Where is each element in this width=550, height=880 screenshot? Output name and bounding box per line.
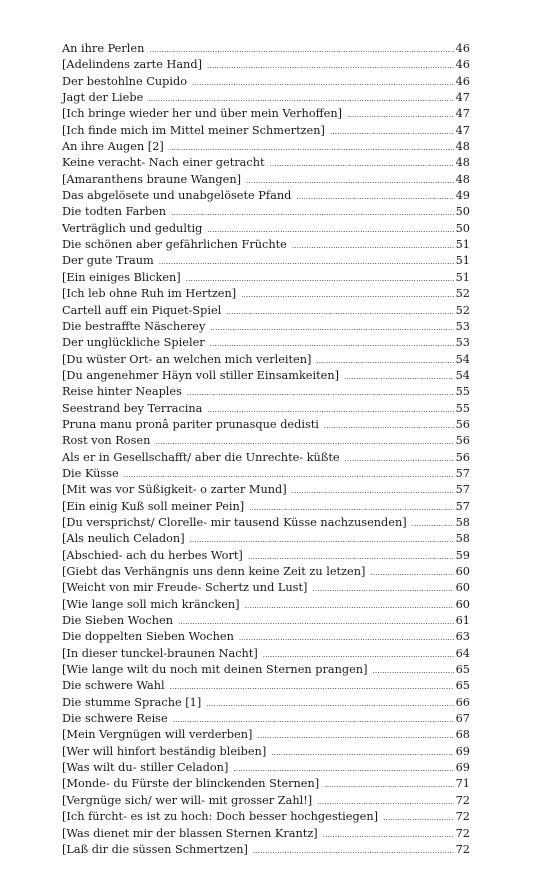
toc-entry-page-number: 63 <box>455 630 470 644</box>
toc-entry-title: Der unglückliche Spieler <box>62 336 205 350</box>
dot-leader <box>192 75 454 91</box>
toc-entry <box>62 204 470 220</box>
toc-entry-title: An ihre Augen [2] <box>62 140 164 154</box>
dot-leader <box>412 516 454 532</box>
toc-entry-title: Als er in Gesellschafft/ aber die Unrechte- küßte <box>62 450 340 464</box>
toc-entry <box>62 172 470 188</box>
toc-entry-title: Der bestohlne Cupido <box>62 74 188 88</box>
toc-entry <box>62 368 470 384</box>
toc-entry-page-number: 55 <box>455 401 470 415</box>
toc-entry-title: [Ein einiges Blicken] <box>62 270 181 284</box>
dot-leader <box>324 418 454 434</box>
dot-leader <box>241 287 453 303</box>
toc-entry-page-number: 48 <box>455 156 470 170</box>
dot-leader <box>245 598 454 614</box>
toc-entry <box>62 727 470 743</box>
toc-entry-page-number: 60 <box>455 597 470 611</box>
toc-entry <box>62 744 470 760</box>
dot-leader <box>169 140 454 156</box>
toc-entry-title: Die Sieben Wochen <box>62 614 173 628</box>
toc-entry-title: Reise hinter Neaples <box>62 385 182 399</box>
toc-entry-page-number: 59 <box>455 548 470 562</box>
toc-entry-page-number: 54 <box>455 368 470 382</box>
toc-entry-page-number: 72 <box>455 826 470 840</box>
toc-entry-page-number: 64 <box>455 646 470 660</box>
toc-entry <box>62 580 470 596</box>
dot-leader <box>347 107 454 123</box>
toc-entry-page-number: 48 <box>455 172 470 186</box>
toc-entry-page-number: 53 <box>455 319 470 333</box>
dot-leader <box>187 385 454 401</box>
dot-leader <box>271 745 453 761</box>
toc-entry-title: [Vergnüge sich/ wer will- mit grosser Zahl!] <box>62 793 313 807</box>
toc-entry-title: [Ich finde mich im Mittel meiner Schmertzen] <box>62 123 325 137</box>
toc-entry-page-number: 47 <box>455 91 470 105</box>
toc-entry-title: [Was dienet mir der blassen Sternen Krantz] <box>62 826 318 840</box>
toc-entry <box>62 106 470 122</box>
dot-leader <box>246 173 454 189</box>
toc-entry <box>62 433 470 449</box>
dot-leader <box>210 320 453 336</box>
toc-entry <box>62 842 470 858</box>
toc-entry-page-number: 51 <box>455 238 470 252</box>
toc-entry <box>62 515 470 531</box>
toc-entry-title: [Du versprichst/ Clorelle- mir tausend Küsse nachzusenden] <box>62 515 407 529</box>
toc-entry-title: [Monde- du Fürste der blinckenden Sternen] <box>62 777 320 791</box>
toc-entry-title: [Du wüster Ort- an welchen mich verleiten] <box>62 352 312 366</box>
toc-entry-page-number: 67 <box>455 712 470 726</box>
toc-entry-page-number: 52 <box>455 287 470 301</box>
toc-entry-page-number: 56 <box>455 417 470 431</box>
toc-entry-page-number: 52 <box>455 303 470 317</box>
toc-entry <box>62 760 470 776</box>
toc-entry <box>62 450 470 466</box>
dot-leader <box>253 843 454 859</box>
toc-entry-title: [Abschied- ach du herbes Wort] <box>62 548 243 562</box>
toc-entry-page-number: 57 <box>455 466 470 480</box>
toc-entry <box>62 286 470 302</box>
dot-leader <box>207 222 453 238</box>
toc-entry-page-number: 56 <box>455 434 470 448</box>
toc-entry <box>62 629 470 645</box>
dot-leader <box>370 565 453 581</box>
dot-leader <box>207 58 454 74</box>
toc-entry <box>62 401 470 417</box>
dot-leader <box>233 761 453 777</box>
toc-entry-page-number: 51 <box>455 254 470 268</box>
toc-entry <box>62 319 470 335</box>
toc-entry <box>62 776 470 792</box>
dot-leader <box>159 254 454 270</box>
toc-entry <box>62 237 470 253</box>
toc-entry <box>62 793 470 809</box>
toc-entry-title: Die bestraffte Näscherey <box>62 319 206 333</box>
toc-entry-page-number: 46 <box>455 74 470 88</box>
toc-entry-page-number: 58 <box>455 532 470 546</box>
dot-leader <box>292 483 454 499</box>
toc-entry-page-number: 72 <box>455 810 470 824</box>
toc-entry <box>62 826 470 842</box>
toc-entry-page-number: 68 <box>455 728 470 742</box>
table-of-contents <box>62 41 470 858</box>
toc-entry <box>62 123 470 139</box>
dot-leader <box>373 663 454 679</box>
toc-entry-page-number: 58 <box>455 515 470 529</box>
toc-entry <box>62 352 470 368</box>
toc-entry-page-number: 50 <box>455 205 470 219</box>
toc-entry-page-number: 71 <box>455 777 470 791</box>
dot-leader <box>190 532 454 548</box>
dot-leader <box>344 369 454 385</box>
dot-leader <box>263 647 454 663</box>
toc-entry-title: [Adelindens zarte Hand] <box>62 58 202 72</box>
toc-entry-title: [Ein einig Kuß soll meiner Pein] <box>62 499 245 513</box>
toc-entry-page-number: 69 <box>455 761 470 775</box>
toc-entry <box>62 499 470 515</box>
toc-entry-page-number: 60 <box>455 581 470 595</box>
toc-entry-page-number: 48 <box>455 140 470 154</box>
toc-entry <box>62 270 470 286</box>
toc-entry <box>62 613 470 629</box>
dot-leader <box>170 679 454 695</box>
toc-entry-page-number: 54 <box>455 352 470 366</box>
dot-leader <box>330 124 454 140</box>
toc-entry <box>62 57 470 73</box>
toc-entry-page-number: 55 <box>455 385 470 399</box>
toc-entry-title: [Wie lange soll mich kräncken] <box>62 597 240 611</box>
toc-entry-title: [Wie lange wilt du noch mit deinen Sternen prangen] <box>62 663 368 677</box>
toc-entry-page-number: 72 <box>455 793 470 807</box>
toc-entry-title: [Wer will hinfort beständig bleiben] <box>62 744 267 758</box>
toc-entry <box>62 548 470 564</box>
toc-entry-page-number: 49 <box>455 189 470 203</box>
dot-leader <box>239 630 454 646</box>
toc-entry-title: Die doppelten Sieben Wochen <box>62 630 234 644</box>
toc-entry-page-number: 72 <box>455 842 470 856</box>
toc-entry-page-number: 65 <box>455 663 470 677</box>
toc-entry-title: Die schönen aber gefährlichen Früchte <box>62 238 287 252</box>
toc-entry-title: Verträglich und gedultig <box>62 221 203 235</box>
toc-entry-title: Keine veracht- Nach einer getracht <box>62 156 265 170</box>
dot-leader <box>345 451 454 467</box>
dot-leader <box>210 336 454 352</box>
toc-entry-title: [Als neulich Celadon] <box>62 532 185 546</box>
toc-entry <box>62 597 470 613</box>
toc-entry-page-number: 57 <box>455 499 470 513</box>
toc-entry <box>62 139 470 155</box>
toc-entry <box>62 221 470 237</box>
dot-leader <box>206 696 453 712</box>
toc-entry-title: [Du angenehmer Häyn voll stiller Einsamkeiten] <box>62 368 340 382</box>
dot-leader <box>316 353 453 369</box>
toc-entry-title: Jagt der Liebe <box>62 91 144 105</box>
toc-entry-page-number: 65 <box>455 679 470 693</box>
toc-entry-title: [Laß dir die süssen Schmertzen] <box>62 842 248 856</box>
toc-entry-page-number: 47 <box>455 123 470 137</box>
toc-entry <box>62 90 470 106</box>
toc-entry <box>62 41 470 57</box>
toc-entry-title: [Giebt das Verhängnis uns denn keine Zeit zu letzen] <box>62 565 366 578</box>
toc-entry-title: Pruna manu pronâ pariter prunasque dedisti <box>62 417 319 431</box>
toc-entry-title: Das abgelösete und unabgelösete Pfand <box>62 189 292 203</box>
toc-entry-title: Die todten Farben <box>62 205 167 219</box>
toc-entry-page-number: 60 <box>455 565 470 578</box>
toc-entry-title: [Ich fürcht- es ist zu hoch: Doch besser hochgestiegen] <box>62 810 379 824</box>
toc-entry-title: Rost von Rosen <box>62 434 151 448</box>
dot-leader <box>270 156 454 172</box>
toc-entry-page-number: 46 <box>455 42 470 55</box>
dot-leader <box>149 42 453 58</box>
toc-entry <box>62 646 470 662</box>
toc-entry-title: Der gute Traum <box>62 254 154 268</box>
dot-leader <box>292 238 454 254</box>
toc-entry-title: [Ich bringe wieder her und über mein Verhoffen] <box>62 107 343 121</box>
toc-entry-title: Seestrand bey Terracina <box>62 401 203 415</box>
dot-leader <box>296 189 453 205</box>
toc-entry <box>62 188 470 204</box>
toc-entry-title: [Weicht von mir Freude- Schertz und Lust] <box>62 581 308 595</box>
toc-entry-title: An ihre Perlen <box>62 42 145 55</box>
toc-entry-title: [Was wilt du- stiller Celadon] <box>62 761 229 775</box>
toc-entry-title: [Mit was vor Süßigkeit- o zarter Mund] <box>62 483 287 497</box>
toc-entry <box>62 809 470 825</box>
toc-entry-title: Die Küsse <box>62 466 119 480</box>
toc-entry <box>62 74 470 90</box>
dot-leader <box>323 827 454 843</box>
dot-leader <box>248 549 454 565</box>
dot-leader <box>124 467 454 483</box>
toc-entry-page-number: 53 <box>455 336 470 350</box>
toc-entry <box>62 482 470 498</box>
toc-entry-title: Die schwere Reise <box>62 712 168 726</box>
toc-entry <box>62 695 470 711</box>
toc-entry <box>62 155 470 171</box>
dot-leader <box>383 810 454 826</box>
toc-entry <box>62 662 470 678</box>
dot-leader <box>312 581 453 597</box>
dot-leader <box>171 205 454 221</box>
toc-entry-title: Die schwere Wahl <box>62 679 165 693</box>
dot-leader <box>173 712 454 728</box>
toc-entry-page-number: 46 <box>455 58 470 72</box>
toc-entry <box>62 335 470 351</box>
dot-leader <box>249 500 453 516</box>
toc-entry-title: Die stumme Sprache [1] <box>62 695 202 709</box>
toc-entry <box>62 678 470 694</box>
toc-entry <box>62 466 470 482</box>
toc-entry-page-number: 69 <box>455 744 470 758</box>
toc-entry-page-number: 50 <box>455 221 470 235</box>
toc-entry <box>62 711 470 727</box>
toc-entry <box>62 253 470 269</box>
dot-leader <box>226 304 453 320</box>
dot-leader <box>186 271 454 287</box>
dot-leader <box>155 434 453 450</box>
toc-entry-title: [In dieser tunckel-braunen Nacht] <box>62 646 258 660</box>
dot-leader <box>178 614 454 630</box>
toc-entry-page-number: 57 <box>455 483 470 497</box>
toc-entry-page-number: 51 <box>455 270 470 284</box>
dot-leader <box>148 91 453 107</box>
toc-entry <box>62 531 470 547</box>
toc-entry-title: Cartell auff ein Piquet-Spiel <box>62 303 222 317</box>
toc-entry-title: [Mein Vergnügen will verderben] <box>62 728 253 742</box>
dot-leader <box>207 402 453 418</box>
toc-entry-page-number: 56 <box>455 450 470 464</box>
toc-entry-page-number: 47 <box>455 107 470 121</box>
dot-leader <box>317 794 453 810</box>
toc-entry <box>62 303 470 319</box>
toc-entry-title: [Amaranthens braune Wangen] <box>62 172 242 186</box>
toc-entry-title: [Ich leb ohne Ruh im Hertzen] <box>62 287 237 301</box>
toc-entry-page-number: 66 <box>455 695 470 709</box>
toc-entry <box>62 417 470 433</box>
toc-entry <box>62 384 470 400</box>
dot-leader <box>324 777 453 793</box>
toc-entry-page-number: 61 <box>455 614 470 628</box>
toc-entry <box>62 564 470 580</box>
dot-leader <box>257 728 453 744</box>
